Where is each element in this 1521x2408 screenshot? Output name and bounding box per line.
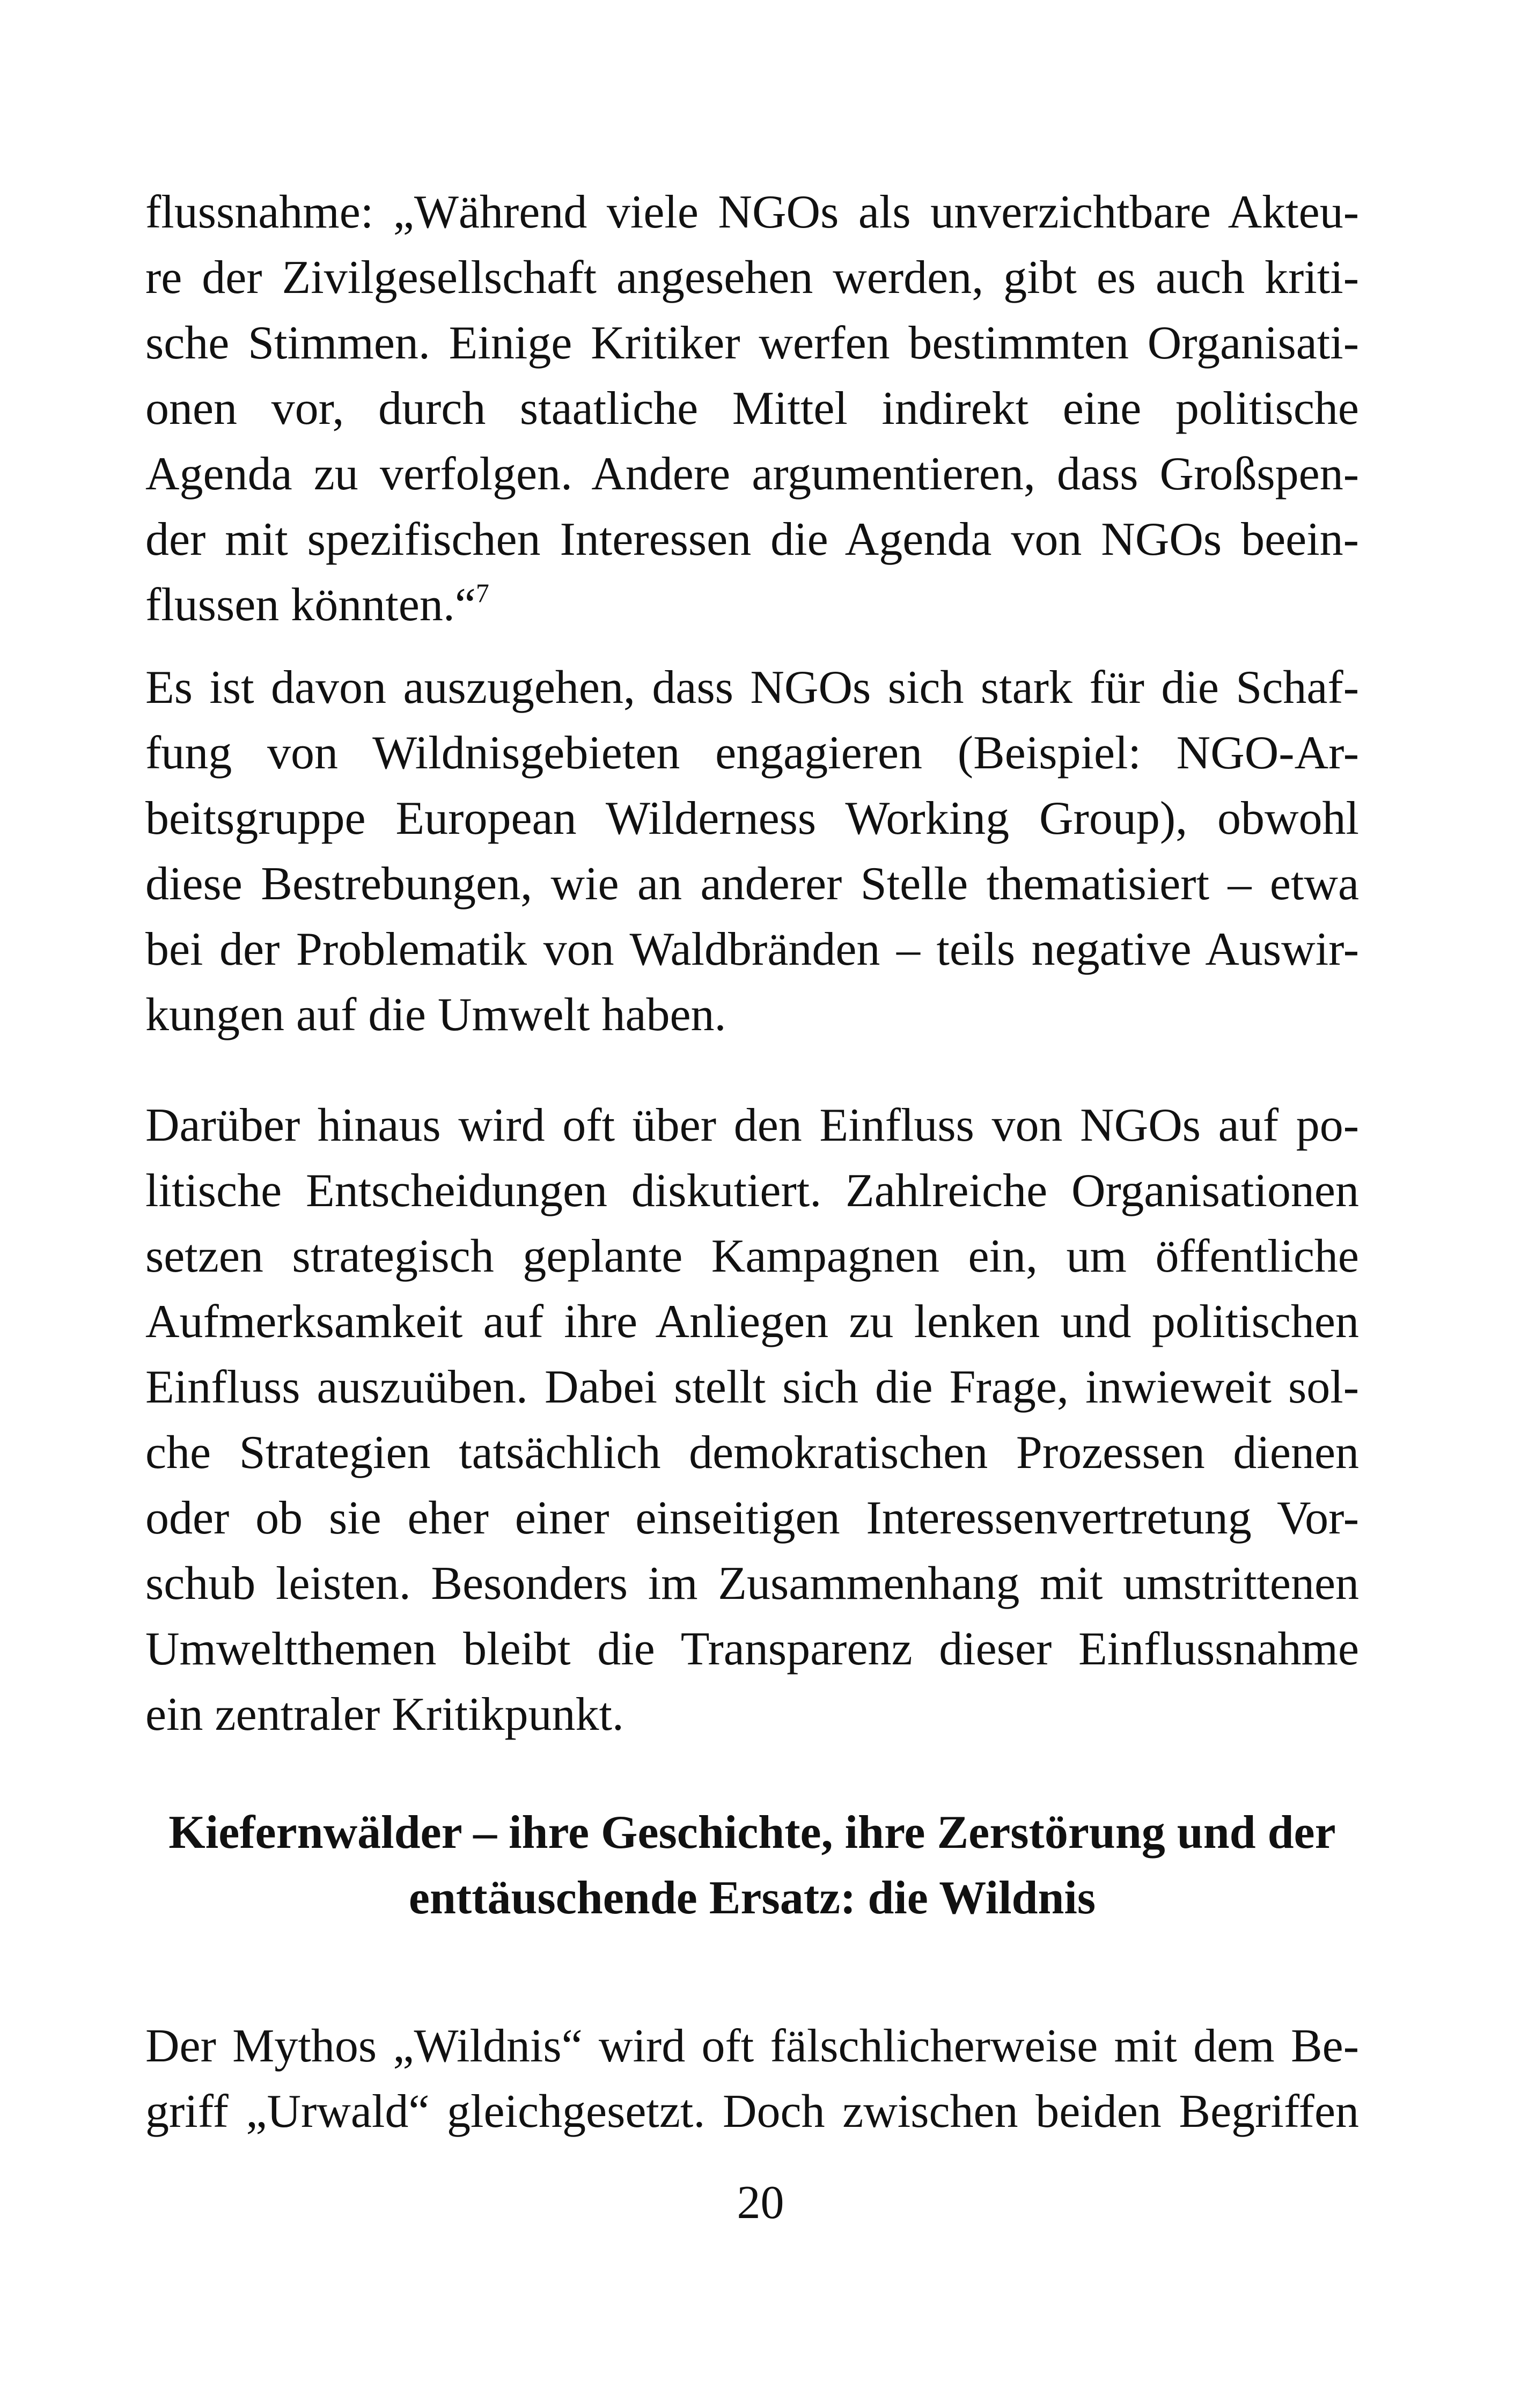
text-line: Agenda zu verfolgen. Andere argumentieren, dass Großspen- — [145, 448, 1359, 500]
text-fragment: flussen könnten.“ — [145, 579, 476, 631]
footnote-reference: 7 — [475, 578, 489, 608]
text-line: schub leisten. Besonders im Zusammenhang mit umstrittenen — [145, 1558, 1359, 1610]
text-line: re der Zivilgesellschaft angesehen werden, gibt es auch kriti- — [145, 252, 1359, 304]
text-line: oder ob sie eher einer einseitigen Interessenvertretung Vor- — [145, 1492, 1359, 1544]
text-line: der mit spezifischen Interessen die Agenda von NGOs beein- — [145, 513, 1359, 566]
text-line-last — [145, 572, 1359, 638]
text-line: setzen strategisch geplante Kampagnen ein, um öffentliche — [145, 1230, 1359, 1282]
text-line: flussnahme: „Während viele NGOs als unverzichtbare Akteu- — [145, 186, 1359, 238]
text-line-last: kungen auf die Umwelt haben. — [145, 989, 726, 1041]
text-line: sche Stimmen. Einige Kritiker werfen bestimmten Organisati- — [145, 317, 1359, 369]
heading-line: Kiefernwälder – ihre Geschichte, ihre Zerstörung und der — [168, 1807, 1336, 1859]
text-line: Darüber hinaus wird oft über den Einfluss von NGOs auf po- — [145, 1099, 1359, 1151]
text-line: che Strategien tatsächlich demokratischen Prozessen dienen — [145, 1427, 1359, 1479]
text-line: Umweltthemen bleibt die Transparenz dieser Einflussnahme — [145, 1623, 1359, 1675]
text-line-last: ein zentraler Kritikpunkt. — [145, 1688, 624, 1741]
text-line: bei der Problematik von Waldbränden – teils negative Auswir- — [145, 923, 1359, 975]
page-number: 20 — [737, 2177, 784, 2229]
text-line: beitsgruppe European Wilderness Working Group), obwohl — [145, 792, 1359, 845]
text-line: griff „Urwald“ gleichgesetzt. Doch zwischen beiden Begriffen — [145, 2086, 1359, 2138]
text-line: Einfluss auszuüben. Dabei stellt sich die Frage, inwieweit sol- — [145, 1361, 1359, 1413]
text-line: litische Entscheidungen diskutiert. Zahlreiche Organisationen — [145, 1165, 1359, 1217]
text-line: Es ist davon auszugehen, dass NGOs sich stark für die Schaf- — [145, 662, 1359, 714]
text-line: diese Bestrebungen, wie an anderer Stelle thematisiert – etwa — [145, 858, 1359, 910]
text-line: fung von Wildnisgebieten engagieren (Beispiel: NGO-Ar- — [145, 727, 1359, 779]
heading-line: enttäuschende Ersatz: die Wildnis — [408, 1872, 1096, 1924]
text-line: Der Mythos „Wildnis“ wird oft fälschlicherweise mit dem Be- — [145, 2020, 1359, 2072]
text-line: Aufmerksamkeit auf ihre Anliegen zu lenken und politischen — [145, 1296, 1359, 1348]
text-line: onen vor, durch staatliche Mittel indirekt eine politische — [145, 383, 1359, 435]
